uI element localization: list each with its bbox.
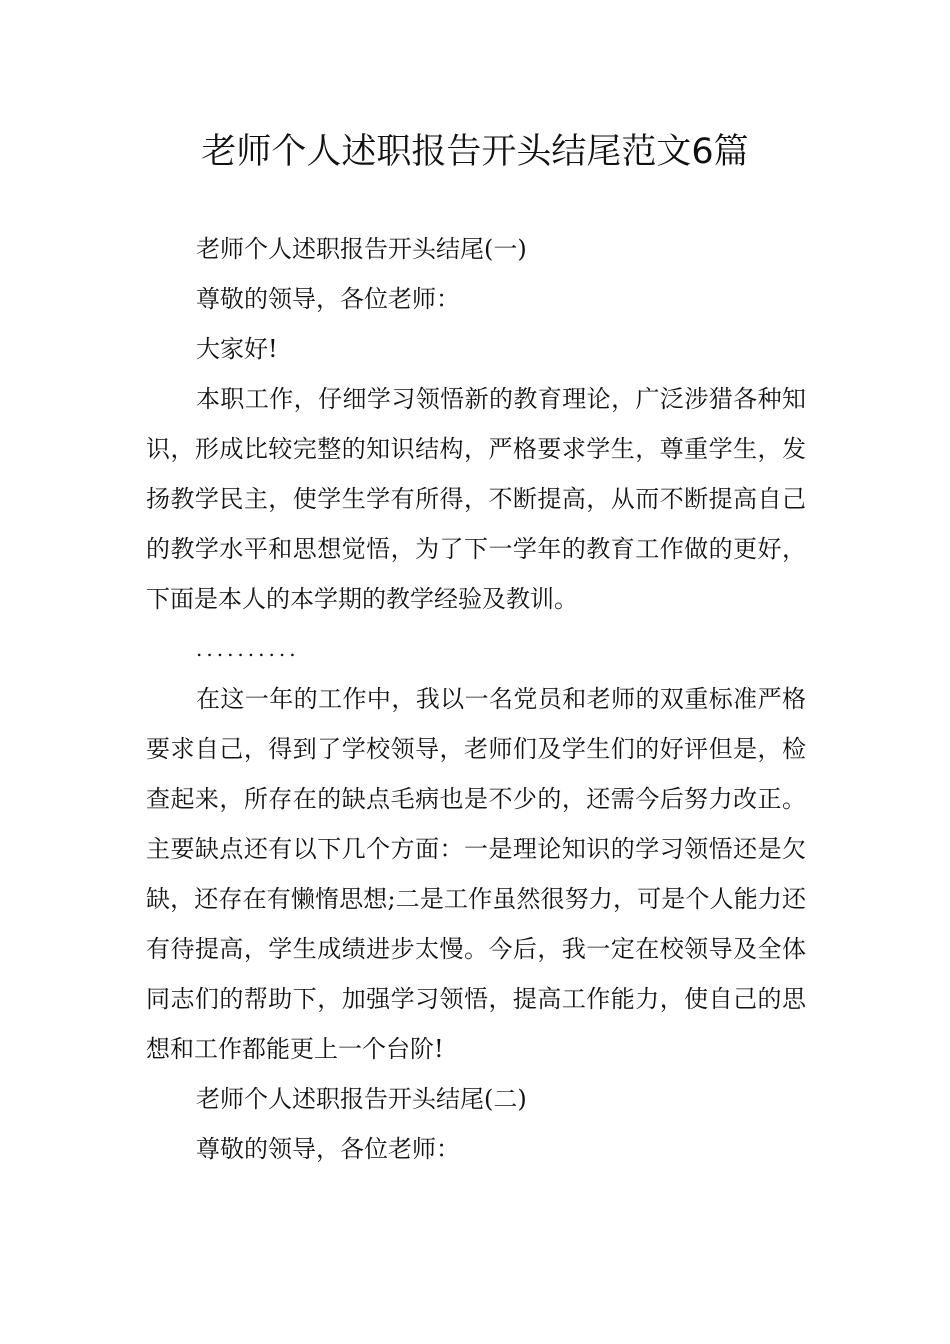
section-heading-2: 老师个人述职报告开头结尾(二) [196, 1085, 527, 1113]
section-heading-1: 老师个人述职报告开头结尾(一) [196, 235, 527, 263]
body-paragraph: 在这一年的工作中，我以一名党员和老师的双重标准严格要求自己，得到了学校领导，老师们及学生们的好评但是，检查起来，所存在的缺点毛病也是不少的，还需今后努力改正。主要缺点还有以下几个方面：一是理论知识的学习领悟还是欠缺，还存在有懒惰思想;二是工作虽然很努力，可是个人能力还有待提高，学生成绩进步太慢。今后，我一定在校领导及全体同志们的帮助下，加强学习领悟，提高工作能力，使自己的思想和工作都能更上一个台阶! [146, 685, 806, 1063]
document-body [146, 224, 806, 1174]
greeting: 大家好! [196, 335, 278, 363]
salutation: 尊敬的领导，各位老师： [196, 1135, 460, 1163]
body-paragraph: 本职工作，仔细学习领悟新的教育理论，广泛涉猎各种知识，形成比较完整的知识结构，严格要求学生，尊重学生，发扬教学民主，使学生学有所得，不断提高，从而不断提高自己的教学水平和思想觉悟，为了下一学年的教育工作做的更好，下面是本人的本学期的教学经验及教训。 [146, 385, 806, 613]
ellipsis-separator: .......... [196, 637, 300, 661]
salutation: 尊敬的领导，各位老师： [196, 285, 460, 313]
document-title: 老师个人述职报告开头结尾范文6篇 [201, 132, 749, 172]
